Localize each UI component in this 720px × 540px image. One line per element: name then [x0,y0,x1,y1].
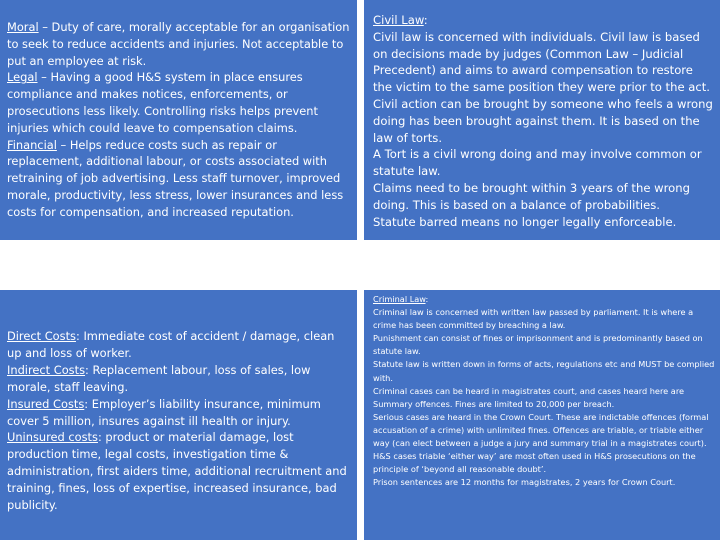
reasons-panel [0,0,357,240]
civil-law-heading-label: Civil Law [373,13,424,27]
criminal-law-paragraph: Statute law is written down in forms of acts, regulations etc and MUST be complied with. [373,359,715,383]
financial-paragraph [7,137,351,221]
criminal-law-heading [373,293,716,306]
moral-text: – Duty of care, morally acceptable for an organisation to seek to reduce accidents and injuries. Not acceptable to put an employee at risk. [7,20,350,68]
civil-law-paragraph: Civil law is concerned with individuals. Civil law is based on decisions made by judges (Common Law – Judicial Precedent) and aims to award compensation to restore the victim to the same position they were prior to the act. [373,29,710,95]
indirect-costs-label: Indirect Costs [7,362,86,377]
criminal-law-paragraph: Serious cases are heard in the Crown Court. These are indictable offences (formal accusation of a crime) with unlimited fines. Offences are triable, or triable either way (can elect between a judge a jury and summary trial in a magistrates court). [373,411,709,449]
direct-costs-label: Direct Costs [7,329,76,343]
uninsured-costs-label: Uninsured costs [7,430,98,445]
moral-label: Moral [7,20,39,34]
costs-panel [0,290,357,540]
direct-costs-text: : Immediate cost of accident / damage, clean up and loss of worker. [7,329,335,360]
insured-costs-paragraph [7,396,351,430]
criminal-law-paragraph: Criminal law is concerned with written law passed by parliament. It is where a crime has been committed by breaching a law. [373,307,694,331]
civil-law-paragraph: Statute barred means no longer legally enforceable. [373,214,677,229]
uninsured-costs-paragraph [7,429,351,514]
financial-label: Financial [7,137,57,152]
legal-label: Legal [7,70,38,85]
moral-paragraph [7,19,351,69]
civil-law-paragraph: Claims need to be brought within 3 years of the wrong doing. This is based on a balance of probabilities. [373,180,690,212]
criminal-law-panel [364,290,720,540]
civil-law-paragraph: Civil action can be brought by someone who feels a wrong doing has been brought against them. It is based on the law of torts. [373,96,713,145]
civil-law-paragraph: A Tort is a civil wrong doing and may involve common or statute law. [373,147,702,179]
civil-law-panel [364,0,720,240]
indirect-costs-paragraph [7,362,351,396]
uninsured-costs-text: : product or material damage, lost production time, legal costs, investigation time & administration, first aiders time, additional recruitment and training, fines, loss of expertise, increased insurance, bad publicity. [7,430,347,513]
criminal-law-heading-label: Criminal Law [373,294,426,304]
legal-text: – Having a good H&S system in place ensures compliance and makes notices, enforcements, or prosecutions less likely. Controlling risks helps prevent injuries which could leave to compensation claims. [7,70,318,135]
criminal-law-paragraph: H&S cases triable ‘either way’ are most often used in H&S prosecutions on the principle of ‘beyond all reasonable doubt’. [373,451,696,475]
criminal-law-paragraph: Punishment can consist of fines or imprisonment and is predominantly based on statute law. [373,333,703,357]
criminal-law-paragraph: Criminal cases can be heard in magistrates court, and cases heard here are Summary offences. Fines are limited to 20,000 per breach. [373,385,685,409]
criminal-law-paragraph: Prison sentences are 12 months for magistrates, 2 years for Crown Court. [373,477,676,488]
financial-text: – Helps reduce costs such as repair or replacement, additional labour, or costs associated with retraining of job advertising. Less staff turnover, improved morale, productivity, less stress, lower insurances and less costs for compensation, and increased reputation. [7,137,344,219]
insured-costs-text: : Employer’s liability insurance, minimum cover 5 million, insures against ill health or injury. [7,396,321,428]
insured-costs-label: Insured Costs [7,396,85,411]
civil-law-heading [373,12,714,29]
civil-law-heading-suffix: : [423,13,428,27]
direct-costs-paragraph [7,328,351,362]
legal-paragraph [7,69,351,136]
criminal-law-heading-suffix: : [425,294,429,304]
indirect-costs-text: : Replacement labour, loss of sales, low morale, staff leaving. [7,362,311,394]
